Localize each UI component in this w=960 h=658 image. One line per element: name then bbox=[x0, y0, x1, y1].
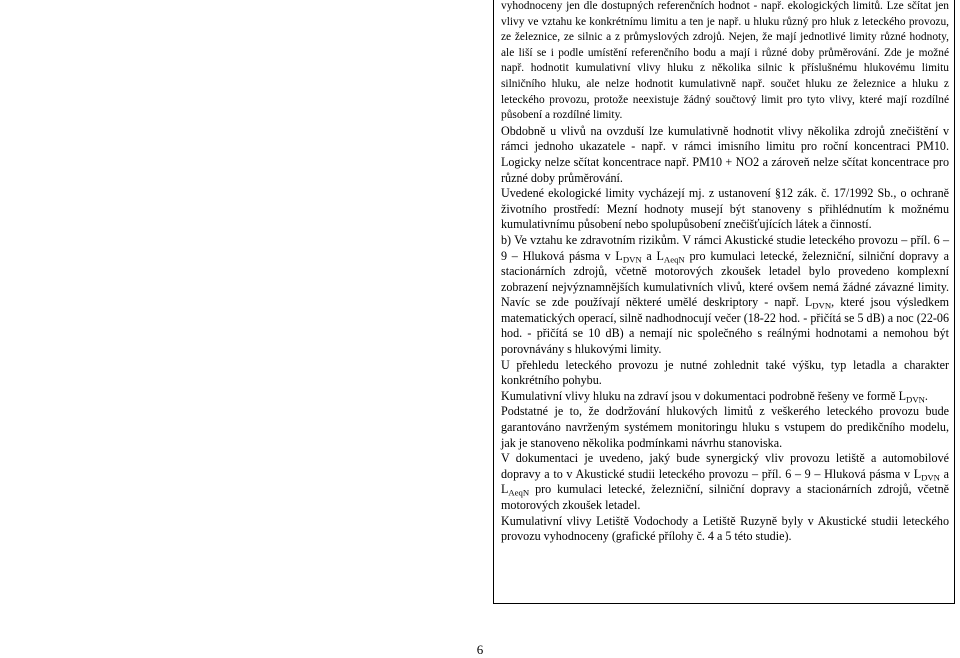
paragraph bbox=[501, 186, 949, 233]
text-run: a L bbox=[641, 248, 664, 263]
text-run: Kumulativní vlivy hluku na zdraví jsou v dokumentaci podrobně řešeny ve formě L bbox=[501, 388, 907, 403]
table-cell-text bbox=[493, 0, 955, 604]
paragraph bbox=[501, 514, 949, 545]
text-run: Podstatné je to, že dodržování hlukových limitů z veškerého leteckého provozu bude garantováno navrženým systémem monitoringu hluku s vstupem do predikčního modelu, jak je stanoveno několika podmínkami návrhu stanoviska. bbox=[501, 404, 949, 450]
paragraph bbox=[501, 124, 949, 186]
subscript-text: DVN bbox=[812, 300, 832, 311]
paragraph-list bbox=[501, 0, 949, 545]
subscript-text: AeqN bbox=[663, 253, 685, 264]
text-run: , které jsou výsledkem matematických operací, silně nadhodnocují večer (18-22 hod. - přičítá se 5 dB) a noc (22-06 hod. - přičítá se 10 dB) a nemají nic společného s reálnými hodnotami a nemohou být porovnávány s hlukovými limity. bbox=[501, 295, 949, 357]
text-run: b) Ve vztahu ke zdravotním rizikům. V rámci Akustické studie leteckého provozu – příl. 6 – 9 – Hluková pásma v L bbox=[501, 232, 949, 263]
paragraph bbox=[501, 404, 949, 451]
text-run: pro kumulaci letecké, železniční, silniční dopravy a stacionárních zdrojů, včetně motorových zkoušek letadel bylo provedeno komplexní zobrazení nejvýznamnějších kumulativních vlivů, které ovšem nemá žádné závazné limity. Navíc se zde používají některé umělé deskriptory - např. L bbox=[501, 248, 949, 310]
subscript-text: DVN bbox=[906, 394, 925, 405]
paragraph bbox=[501, 451, 949, 513]
text-run: V dokumentaci je uvedeno, jaký bude synergický vliv provozu letiště a automobilové dopravy a to v Akustické studii leteckého provozu – příl. 6 – 9 – Hluková pásma v L bbox=[501, 451, 949, 481]
text-run: pro kumulaci letecké, železniční, silniční dopravy a stacionárních zdrojů, včetně motorových zkoušek letadel. bbox=[501, 482, 949, 512]
subscript-text: AeqN bbox=[508, 487, 530, 498]
subscript-text: DVN bbox=[622, 253, 642, 264]
text-run: Obdobně u vlivů na ovzduší lze kumulativně hodnotit vlivy několika zdrojů znečištění v rámci jednoho ukazatele - např. v rámci imisního limitu pro roční koncentraci PM10. Logicky nelze sčítat koncentrace např. PM10 + NO2 a zároveň nelze sčítat koncentrace pro různé doby průměrování. bbox=[501, 123, 949, 185]
paragraph bbox=[501, 389, 949, 405]
text-run: U přehledu leteckého provozu je nutné zohlednit také výšku, typ letadla a charakter konkrétního pohybu. bbox=[501, 357, 949, 388]
text-run: vyhodnoceny jen dle dostupných referenčních hodnot - např. ekologických limitů. Lze sčítat jen vlivy ve vztahu ke konkrétnímu limitu a ten je např. u hluku různý pro hluk z leteckého provozu, ze železnice, ze silnic a z průmyslových zdrojů. Nejen, že mají jednotlivé limity různé hodnoty, ale liší se i podle umístění referenčního bodu a mají i různé doby průměrování. Zde je možné např. hodnotit kumulativní vlivy hluku z několika silnic k příslušnému hlukovému limitu silničního hluku, ale nelze hodnotit kumulativně např. součet hluku ze železnice a hluku z leteckého provozu, protože neexistuje žádný součtový limit pro tyto vlivy, které mají rozdílné působení a rozdílné limity. bbox=[501, 0, 949, 122]
subscript-text: DVN bbox=[921, 472, 940, 483]
text-run: Kumulativní vlivy Letiště Vodochody a Letiště Ruzyně byly v Akustické studii leteckého provozu vyhodnoceny (grafické přílohy č. 4 a 5 této studie). bbox=[501, 513, 949, 544]
paragraph bbox=[501, 0, 949, 124]
text-run: . bbox=[924, 388, 928, 403]
text-run: a L bbox=[501, 466, 949, 497]
page-number: 6 bbox=[476, 642, 484, 657]
text-run: Uvedené ekologické limity vycházejí mj. z ustanovení §12 zák. č. 17/1992 Sb., o ochraně životního prostředí: Mezní hodnoty musejí být stanoveny s přihlédnutím k možnému kumulativnímu působení nebo spolupůsobení znečišťujících látek a činností. bbox=[501, 186, 949, 232]
paragraph bbox=[501, 358, 949, 389]
paragraph bbox=[501, 233, 949, 358]
